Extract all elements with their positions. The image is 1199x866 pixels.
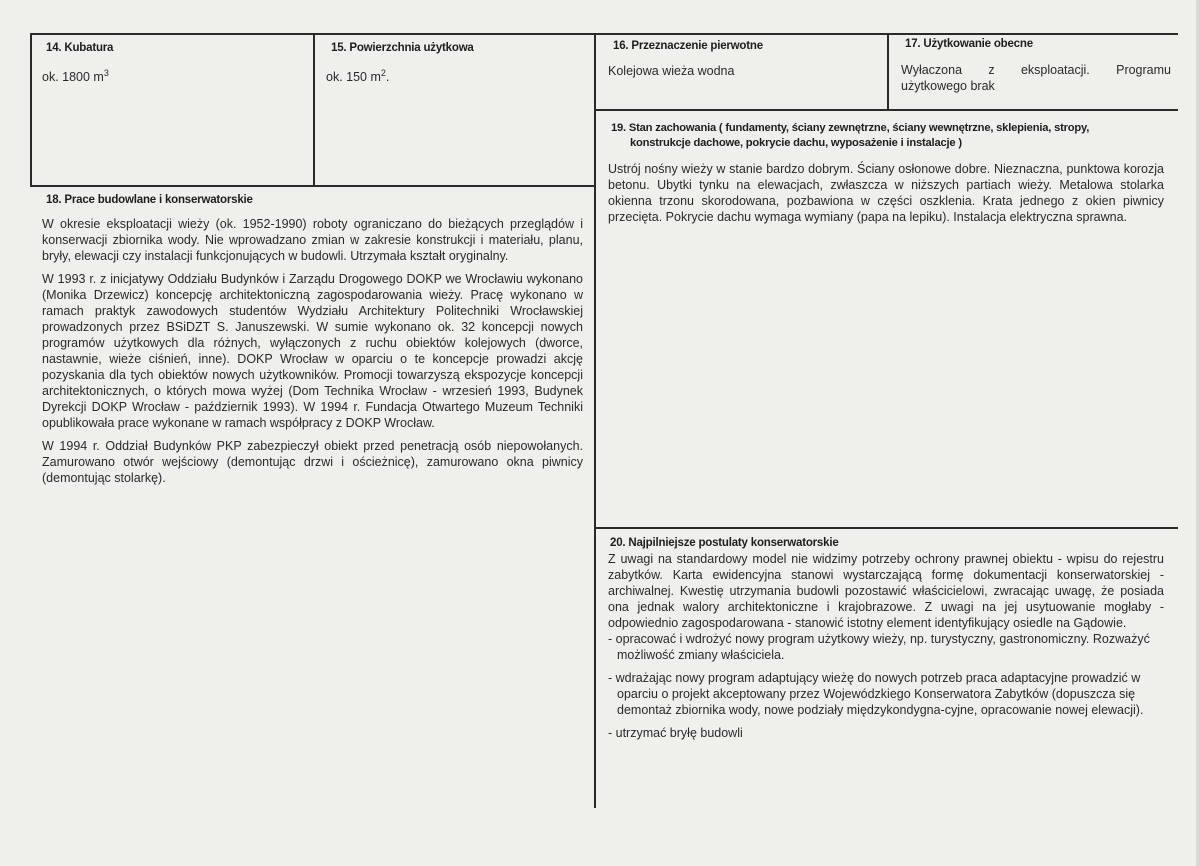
powierzchnia-value [326, 65, 389, 85]
field-prace-budowlane [32, 187, 592, 807]
prace-paragraph-2: W 1993 r. z inicjatywy Oddziału Budynków i Zarządu Drogowego DOKP we Wrocławiu wykonano (Monika Drzewicz) koncepcję architektoniczną zagospodarowania wieży. Pracę wykonano w ramach praktyk zawodowych studentów Wydziału Architektury Politechniki Wrocławskiej prowadzonych przez BSiDZT S. Januszewski. W sumie wykonano ok. 32 koncepcji nowych programów użytkowych dla różnych, wyłączonych z ruchu obiektów kolejowych (dworce, nastawnie, wieże ciśnień, inne). DOKP Wrocław w oparciu o te koncepcje prowadzi akcję pozyskania dla tych obiektów nowych użytkowników. Promocji towarzyszą ekspozycje koncepcji architektonicznych, o których mowa wyżej (Dom Technika Wrocław - wrzesień 1993, Budynek Dyrekcji DOKP Wrocław - październik 1993). W 1994 r. Fundacja Otwartego Muzeum Techniki opublikowała prace wykonane w ramach współpracy z DOKP Wrocław. [42, 272, 583, 430]
postulaty-intro: Z uwagi na standardowy model nie widzimy potrzeby ochrony prawnej obiektu - wpisu do rejestru zabytków. Karta ewidencyjna stanowi wystarczającą formę dokumentacji konserwatorskiej - archiwalnej. Kwestię utrzymania budowli pozostawić właścicielowi, zwracając uwagę, że posiada ona jednak walory architektoniczne i krajobrazowe. Z uwagi na jej usytuowanie mogłaby - odpowiednio zagospodarowana - stanowić istotny element identyfikujący osiedle na Gądowie. [608, 552, 1164, 630]
prace-title: 18. Prace budowlane i konserwatorskie [46, 194, 253, 206]
prace-paragraph-1: W okresie eksploatacji wieży (ok. 1952-1990) roboty ograniczano do bieżących przeglądów i konserwacji zbiornika wody. Nie wprowadzano zmian w zakresie konstrukcji i materiału, planu, bryły, elewacji czy instalacji funkcjonujących w budowli. Utrzymała kształt oryginalny. [42, 217, 583, 263]
przeznaczenie-value: Kolejowa wieża wodna [608, 64, 735, 78]
powierzchnia-title: 15. Powierzchnia użytkowa [331, 42, 474, 54]
przeznaczenie-title: 16. Przeznaczenie pierwotne [613, 40, 763, 52]
stan-text: Ustrój nośny wieży w stanie bardzo dobrym. Ściany osłonowe dobre. Nieznaczna, punktowa korozja betonu. Ubytki tynku na elewacjach, zwłaszcza w niższych partiach wieży. Metalowa stolarka okienna trzonu skorodowana, pozbawiona w części oszklenia. Krata jednego z okien piwnicy przecięta. Pokrycie dachu wymaga wymiany (papa na lepiku). Instalacja elektryczna sprawna. [608, 162, 1164, 224]
uzytkowanie-title: 17. Użytkowanie obecne [905, 38, 1033, 50]
kubatura-title: 14. Kubatura [46, 42, 114, 54]
postulaty-item-1: - opracować i wdrożyć nowy program użytkowy wieży, np. turystyczny, gastronomiczny. Rozważyć możliwość zmiany właściciela. [608, 632, 1150, 662]
kubatura-unit-exponent: 3 [103, 68, 109, 78]
field-stan-zachowania [596, 111, 1178, 525]
postulaty-item-3: - utrzymać bryłę budowli [608, 726, 743, 740]
field-postulaty [596, 529, 1178, 809]
powierzchnia-value-end: . [385, 70, 390, 85]
postulaty-body [608, 551, 1164, 748]
stan-title-line2: konstrukcje dachowe, pokrycie dachu, wyposażenie i instalacje ) [630, 137, 962, 149]
field-powierzchnia [315, 35, 593, 185]
postulaty-item-2: - wdrażając nowy program adaptujący wieżę do nowych potrzeb praca adaptacyjne prowadzić w oparciu o projekt akceptowany przez Wojewódzkiego Konserwatora Zabytków (dopuszcza się demontaż zbiornika wody, nowe podziały międzykondygna-cyjne, opracowanie nowej elewacji). [608, 671, 1144, 717]
postulaty-title: 20. Najpilniejsze postulaty konserwatorskie [610, 537, 839, 549]
stan-title-line1: 19. Stan zachowania ( fundamenty, ściany zewnętrzne, ściany wewnętrzne, sklepienia, stropy, [611, 122, 1090, 134]
kubatura-value [42, 65, 109, 85]
powierzchnia-unit-exponent: 2 [380, 68, 386, 78]
uzytkowanie-value: Wyłaczona z eksploatacji. Programu użytkowego brak [901, 63, 1171, 93]
powierzchnia-value-text: ok. 150 m [326, 70, 381, 85]
prace-body [42, 216, 583, 493]
field-uzytkowanie [889, 35, 1178, 109]
prace-paragraph-3: W 1994 r. Oddział Budynków PKP zabezpieczył obiekt przed penetracją osób niepowołanych. Zamurowano otwór wejściowy (demontując drzwi i ościeżnicę), zamurowano okna piwnicy (demontując stolarkę). [42, 439, 583, 485]
field-kubatura [32, 35, 312, 185]
field-przeznaczenie [596, 35, 886, 109]
kubatura-value-text: ok. 1800 m [42, 70, 104, 85]
